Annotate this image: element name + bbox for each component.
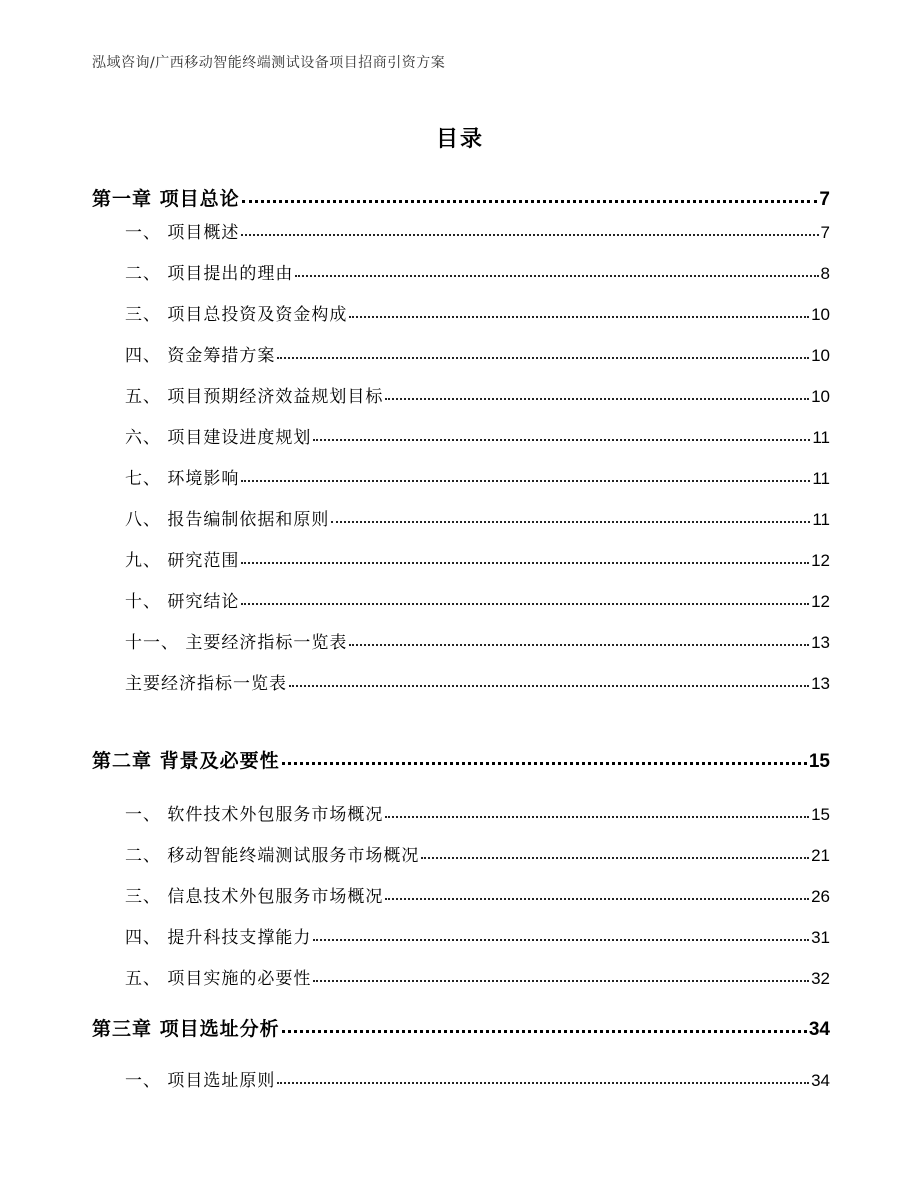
- toc-entry-page: 34: [811, 1071, 830, 1090]
- toc-entry-label: 八、 报告编制依据和原则: [125, 510, 330, 530]
- toc-entry-page: 11: [812, 510, 830, 529]
- toc-entry-page: 7: [820, 223, 830, 242]
- toc-entry-label: 九、 研究范围: [125, 551, 240, 571]
- toc-section[interactable]: [125, 423, 830, 448]
- toc-section[interactable]: [125, 800, 830, 825]
- dot-leader: [241, 233, 818, 236]
- toc-entry-page: 8: [820, 264, 830, 283]
- toc-entry-label: 第一章 项目总论: [92, 188, 240, 210]
- toc-section[interactable]: [125, 341, 830, 366]
- dot-leader: [241, 479, 810, 482]
- toc-section[interactable]: [125, 382, 830, 407]
- toc-entry-label: 二、 项目提出的理由: [125, 264, 294, 284]
- dot-leader: [282, 1029, 807, 1033]
- toc-entry-page: 11: [812, 469, 830, 488]
- toc-entry-page: 15: [811, 805, 830, 824]
- dot-leader: [385, 815, 809, 818]
- dot-leader: [349, 315, 809, 318]
- dot-leader: [313, 979, 809, 982]
- toc-section[interactable]: [125, 464, 830, 489]
- toc-entry-page: 12: [811, 551, 830, 570]
- toc-entry-page: 10: [811, 305, 830, 324]
- toc-entry-page: 13: [811, 674, 830, 693]
- toc-entry-label: 七、 环境影响: [125, 469, 240, 489]
- toc-entry-page: 26: [811, 887, 830, 906]
- toc-section[interactable]: [125, 669, 830, 694]
- toc-entry-label: 一、 项目概述: [125, 223, 240, 243]
- dot-leader: [421, 856, 809, 859]
- toc-entry-label: 五、 项目实施的必要性: [125, 969, 312, 989]
- running-header: 泓域咨询/广西移动智能终端测试设备项目招商引资方案: [92, 55, 446, 71]
- toc-section[interactable]: [125, 546, 830, 571]
- toc-entry-label: 主要经济指标一览表: [125, 674, 287, 694]
- dot-leader: [313, 438, 810, 441]
- toc-section[interactable]: [125, 882, 830, 907]
- dot-leader: [241, 561, 809, 564]
- toc-entry-label: 十、 研究结论: [125, 592, 240, 612]
- toc-title: 目录: [435, 127, 484, 152]
- toc-chapter-1[interactable]: [92, 184, 830, 211]
- dot-leader: [277, 356, 809, 359]
- toc-section[interactable]: [125, 587, 830, 612]
- toc-entry-label: 五、 项目预期经济效益规划目标: [125, 387, 384, 407]
- toc-entry-label: 一、 软件技术外包服务市场概况: [125, 805, 384, 825]
- toc-entry-page: 15: [808, 751, 830, 772]
- dot-leader: [242, 199, 818, 203]
- dot-leader: [331, 520, 810, 523]
- toc-section[interactable]: [125, 628, 830, 653]
- toc-entry-label: 第三章 项目选址分析: [92, 1018, 280, 1040]
- dot-leader: [241, 602, 809, 605]
- toc-entry-label: 三、 信息技术外包服务市场概况: [125, 887, 384, 907]
- toc-entry-label: 一、 项目选址原则: [125, 1071, 276, 1091]
- dot-leader: [289, 684, 809, 687]
- toc-chapter-2[interactable]: [92, 746, 830, 773]
- toc-entry-page: 34: [808, 1019, 830, 1040]
- dot-leader: [282, 761, 807, 765]
- toc-section[interactable]: [125, 1066, 830, 1091]
- toc-section[interactable]: [125, 505, 830, 530]
- toc-section[interactable]: [125, 923, 830, 948]
- toc-entry-label: 四、 提升科技支撑能力: [125, 928, 312, 948]
- toc-entry-page: 13: [811, 633, 830, 652]
- toc-entry-label: 十一、 主要经济指标一览表: [125, 633, 348, 653]
- toc-entry-page: 11: [812, 428, 830, 447]
- dot-leader: [349, 643, 809, 646]
- toc-section[interactable]: [125, 841, 830, 866]
- dot-leader: [385, 897, 809, 900]
- toc-entry-label: 四、 资金筹措方案: [125, 346, 276, 366]
- toc-entry-page: 31: [811, 928, 830, 947]
- toc-entry-page: 21: [811, 846, 830, 865]
- dot-leader: [385, 397, 809, 400]
- toc-section[interactable]: [125, 964, 830, 989]
- toc-entry-page: 10: [811, 387, 830, 406]
- toc-entry-page: 32: [811, 969, 830, 988]
- toc-entry-page: 7: [819, 189, 830, 210]
- toc-entry-page: 12: [811, 592, 830, 611]
- toc-section[interactable]: [125, 218, 830, 243]
- dot-leader: [295, 274, 818, 277]
- toc-section[interactable]: [125, 259, 830, 284]
- toc-entry-label: 六、 项目建设进度规划: [125, 428, 312, 448]
- dot-leader: [313, 938, 809, 941]
- toc-entry-label: 第二章 背景及必要性: [92, 750, 280, 772]
- toc-section[interactable]: [125, 300, 830, 325]
- toc-chapter-3[interactable]: [92, 1014, 830, 1041]
- toc-entry-label: 二、 移动智能终端测试服务市场概况: [125, 846, 420, 866]
- toc-entry-page: 10: [811, 346, 830, 365]
- dot-leader: [277, 1081, 809, 1084]
- toc-entry-label: 三、 项目总投资及资金构成: [125, 305, 348, 325]
